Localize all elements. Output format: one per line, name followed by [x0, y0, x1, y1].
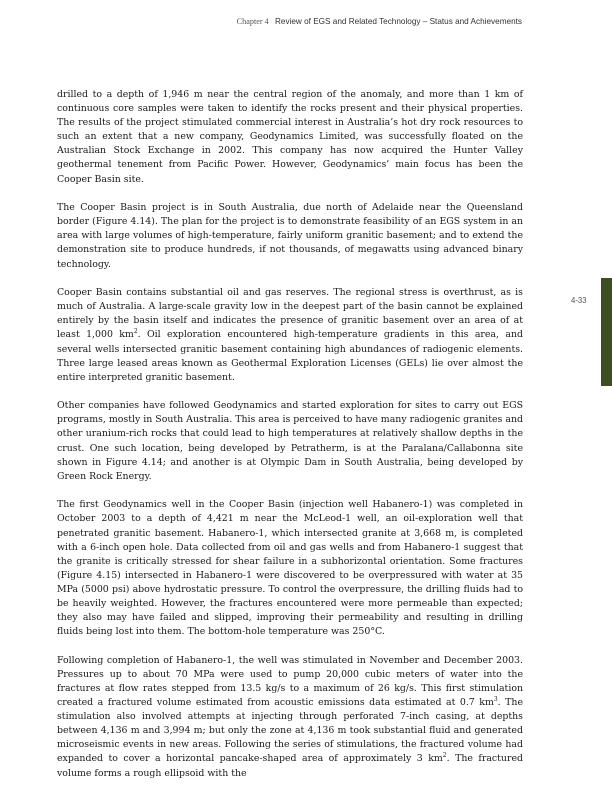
running-header — [237, 17, 522, 26]
chapter-label: Chapter 4 — [236, 17, 269, 26]
superscript: 2 — [442, 752, 447, 760]
paragraph-5: The first Geodynamics well in the Cooper Basin (injection well Habanero-1) was completed in October 2003 to a depth of 4,421 m near the McLeod-1 well, an oil-exploration well that penetrated granitic basement. Habanero-1, which intersected granite at 3,668 m, is completed with a 6-inch open hole. Data collected from oil and gas wells and from Habanero-1 suggest that the granite is critically stressed for shear failure in a subhorizontal orientation. Some fractures (Figure 4.15) intersected in Habanero-1 were discovered to be overpressured with water at 35 MPa (5000 psi) above hydrostatic pressure. To control the overpressure, the drilling fluids had to be heavily weighted. However, the fractures encountered were more permeable than expected; they also may have failed and slipped, improving their permeability and resulting in drilling fluids being lost into them. The bottom-hole temperature was 250°C. — [57, 499, 523, 638]
body-text — [57, 88, 523, 795]
paragraph-4: Other companies have followed Geodynamics and started exploration for sites to carry out EGS programs, mostly in South Australia. This area is perceived to have many radiogenic granites and other uranium-rich rocks that could lead to high temperatures at relatively shallow depths in the crust. One such location, being developed by Petratherm, is at the Paralana/Callabonna site shown in Figure 4.14; and another is at Olympic Dam in South Australia, being developed by Green Rock Energy. — [57, 400, 523, 482]
superscript: 2 — [133, 328, 138, 336]
paragraph-3-part-b: . Oil exploration encountered high-temperature gradients in this area, and several wells intersected granitic basement containing high abundances of radiogenic elements. Three large leased areas known as Geothermal Exploration Licenses (GELs) lie over almost the entire interpreted granitic basement. — [57, 329, 523, 383]
paragraph-6-part-c: . The fractured volume forms a rough ellipsoid with the — [57, 753, 523, 779]
paragraph-6-part-b: . The stimulation also involved attempts at injecting through perforated 7-inch casing, at depths between 4,136 m and 3,994 m; but only the zone at 4,136 m took substantial fluid and generated microseismic events in new areas. Following the series of stimulations, the fractured volume had expanded to cover a horizontal pancake-shaped area of approximately 3 km — [57, 697, 523, 765]
paragraph-1: drilled to a depth of 1,946 m near the central region of the anomaly, and more than 1 km of continuous core samples were taken to identify the rocks present and their physical properties. The results of the project stimulated commercial interest in Australia’s hot dry rock resources to such an extent that a new company, Geodynamics Limited, was successfully floated on the Australian Stock Exchange in 2002. This company has now acquired the Hunter Valley geothermal tenement from Pacific Power. However, Geodynamics’ main focus has been the Cooper Basin site. — [57, 89, 523, 185]
section-title: Review of EGS and Related Technology – Status and Achievements — [275, 17, 522, 26]
paragraph-6 — [57, 654, 523, 781]
paragraph-2: The Cooper Basin project is in South Australia, due north of Adelaide near the Queensland border (Figure 4.14). The plan for the project is to demonstrate feasibility of an EGS system in an area with large volumes of high-temperature, fairly uniform granitic basement; and to extend the demonstration site to produce hundreds, if not thousands, of megawatts using advanced binary technology. — [57, 202, 523, 270]
paragraph-3 — [57, 286, 523, 385]
chapter-tab-marker — [601, 278, 612, 386]
paragraph-6-part-a: Following completion of Habanero-1, the well was stimulated in November and December 2003. Pressures up to about 70 MPa were used to pump 20,000 cubic meters of water into the fractures at flow rates stepped from 13.5 kg/s to a maximum of 26 kg/s. This first stimulation created a fractured volume estimated from acoustic emissions data estimated at 0.7 km — [57, 654, 523, 709]
page-number: 4-33 — [571, 296, 587, 305]
superscript: 3 — [493, 696, 498, 704]
paragraph-3-part-a: Cooper Basin contains substantial oil and gas reserves. The regional stress is overthrust, as is much of Australia. A large-scale gravity low in the deepest part of the basin cannot be explained entirely by the basin itself and indicates the presence of granitic basement over an area of at least 1,000 km — [57, 287, 523, 341]
